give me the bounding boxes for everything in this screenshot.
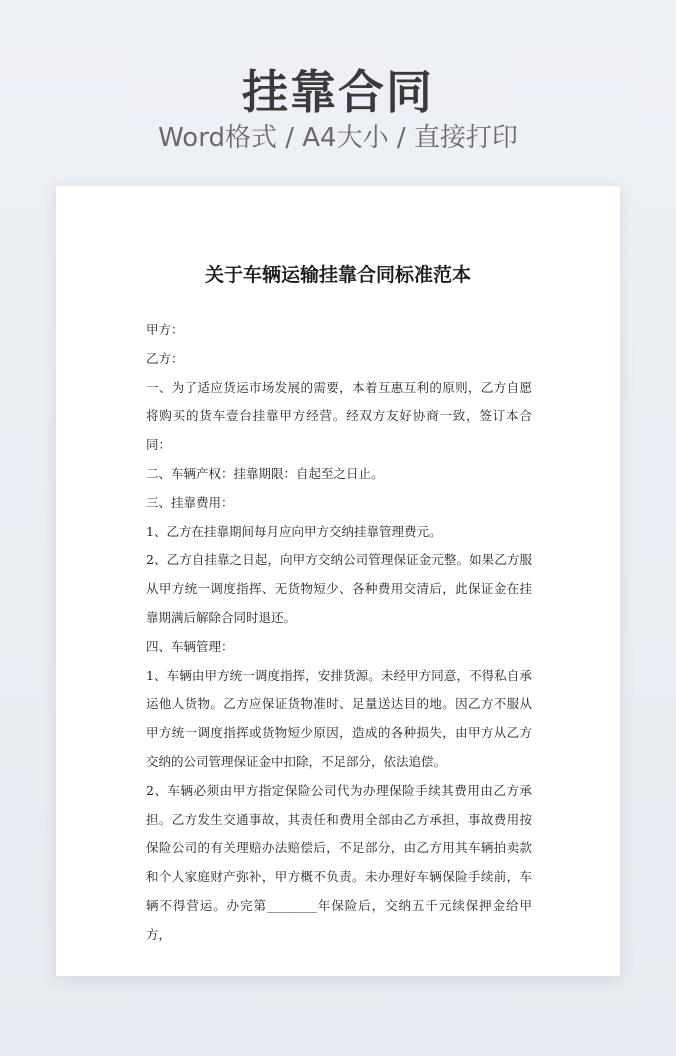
clause-4-item-1: 1、车辆由甲方统一调度指挥，安排货源。未经甲方同意，不得私自承运他人货物。乙方应保证货物准时、足量送达目的地。因乙方不服从甲方统一调度指挥或货物短少原因，造成的各种损失，由甲方从乙方交纳的公司管理保证金中扣除，不足部分，依法追偿。: [146, 667, 532, 769]
clause-4-item-2: 2、车辆必须由甲方指定保险公司代为办理保险手续其费用由乙方承担。乙方发生交通事故，其责任和费用全部由乙方承担，事故费用按保险公司的有关理赔办法赔偿后，不足部分，由乙方用其车辆拍卖款和个人家庭财产弥补，甲方概不负责。未办理好车辆保险手续前，车辆不得营运。办完第________年保险后，交纳五千元续保押金给甲方，: [146, 782, 532, 942]
page-title: 挂靠合同: [242, 65, 434, 119]
clause-3-item-2: 2、乙方自挂靠之日起，向甲方交纳公司管理保证金元整。如果乙方服从甲方统一调度指挥、无货物短少、各种费用交清后，此保证金在挂靠期满后解除合同时退还。: [146, 552, 532, 625]
party-a-line: 甲方：: [146, 322, 184, 337]
document-title: 关于车辆运输挂靠合同标准范本: [204, 264, 471, 286]
clause-4-heading: 四、车辆管理：: [146, 638, 234, 654]
clause-3-item-1: 1、乙方在挂靠期间每月应向甲方交纳挂靠管理费元。: [146, 523, 442, 539]
clause-1: 一、为了适应货运市场发展的需要，本着互惠互利的原则，乙方自愿将购买的货车壹台挂靠甲方经营。经双方友好协商一致，签订本合同：: [146, 379, 532, 453]
document-page: [56, 186, 620, 976]
party-b-line: 乙方：: [146, 350, 184, 366]
document-body: [146, 316, 532, 950]
clause-3-heading: 三、挂靠费用：: [146, 494, 234, 510]
page-subtitle: Word格式 / A4大小 / 直接打印: [158, 123, 518, 153]
clause-2: 二、车辆产权：挂靠期限：自起至之日止。: [146, 465, 384, 481]
